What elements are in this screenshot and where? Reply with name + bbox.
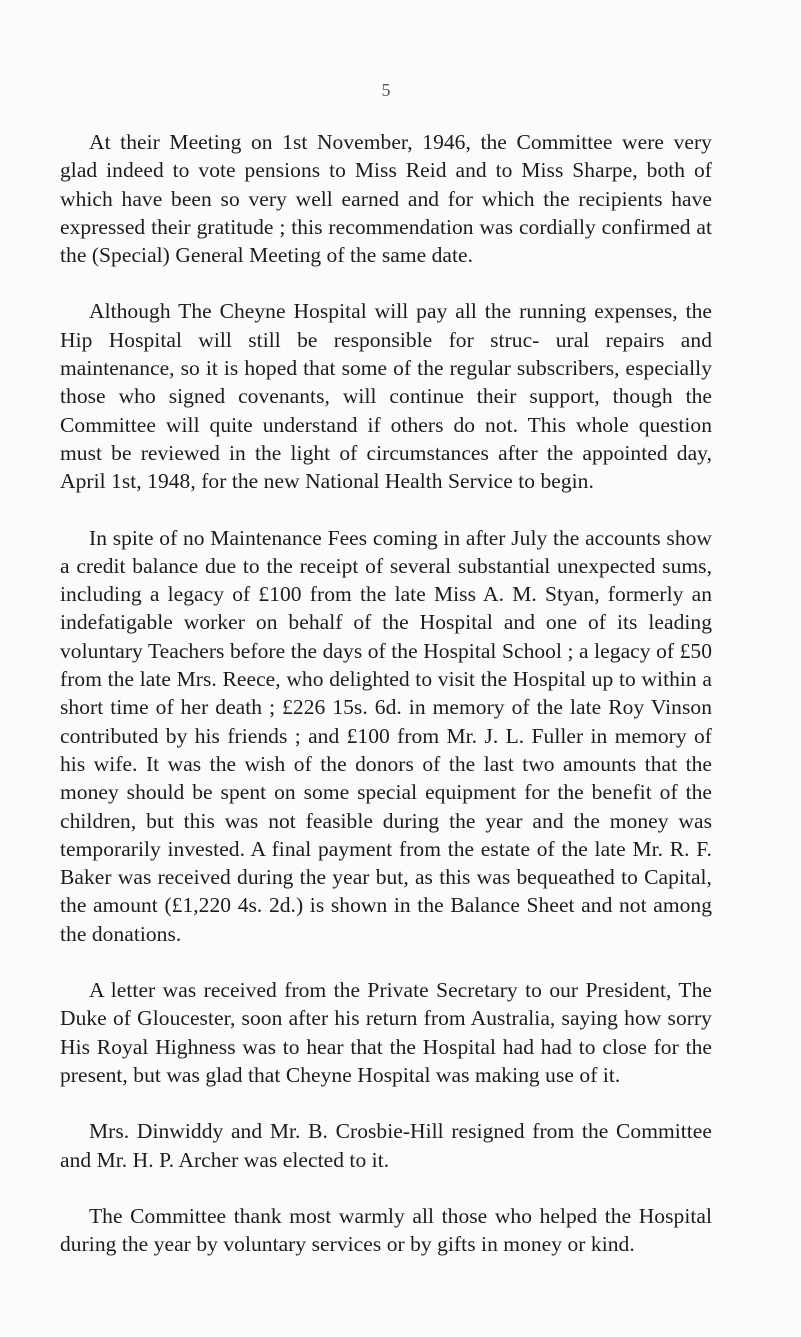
paragraph-letter-duke: A letter was received from the Private Secretary to our President, The Duke of Gloucester, soon after his return from Australia, saying how sorry His Royal Highness was to hear that the Hospital had had to close for the present, but was glad that Cheyne Hospital was making use of it. (60, 978, 712, 1087)
paragraph-pensions: At their Meeting on 1st November, 1946, the Committee were very glad indeed to vote pensions to Miss Reid and to Miss Sharpe, both of which have been so very well earned and for which the recipients have expressed their gratitude ; this recommendation was cordially confirmed at the (Special) General Meeting of the same date. (60, 130, 712, 268)
paragraph-committee-changes: Mrs. Dinwiddy and Mr. B. Crosbie-Hill resigned from the Committee and Mr. H. P. Archer was elected to it. (60, 1119, 712, 1172)
paragraph-legacies: In spite of no Maintenance Fees coming in after July the accounts show a credit balance due to the receipt of several substantial unexpected sums, including a legacy of £100 from the late Miss A. M. Styan, formerly an indefatigable worker on behalf of the Hospital and one of its leading voluntary Teachers before the days of the Hospital School ; a legacy of £50 from the late Mrs. Reece, who delighted to visit the Hospital up to within a short time of her death ; £226 15s. 6d. in memory of the late Roy Vinson contributed by his friends ; and £100 from Mr. J. L. Fuller in memory of his wife. It was the wish of the donors of the last two amounts that the money should be spent on some special equipment for the benefit of the children, but this was not feasible during the year and the money was temporarily invested. A final payment from the estate of the late Mr. R. F. Baker was received during the year but, as this was bequeathed to Capital, the amount (£1,220 4s. 2d.) is shown in the Balance Sheet and not among the donations. (60, 525, 712, 946)
paragraph-thanks: The Committee thank most warmly all those who helped the Hospital during the year by voluntary services or by gifts in money or kind. (60, 1203, 712, 1257)
page-number: 5 (381, 80, 391, 100)
paragraph-running-expenses: Although The Cheyne Hospital will pay all the running expenses, the Hip Hospital will still be responsible for struc- ural repairs and maintenance, so it is hoped that some of the regular subscribers, especially those who signed covenants, will continue their support, though the Committee will quite understand if others do not. This whole question must be reviewed in the light of circumstances after the appointed day, April 1st, 1948, for the new National Health Service to begin. (60, 299, 712, 494)
body-text (60, 128, 712, 1258)
